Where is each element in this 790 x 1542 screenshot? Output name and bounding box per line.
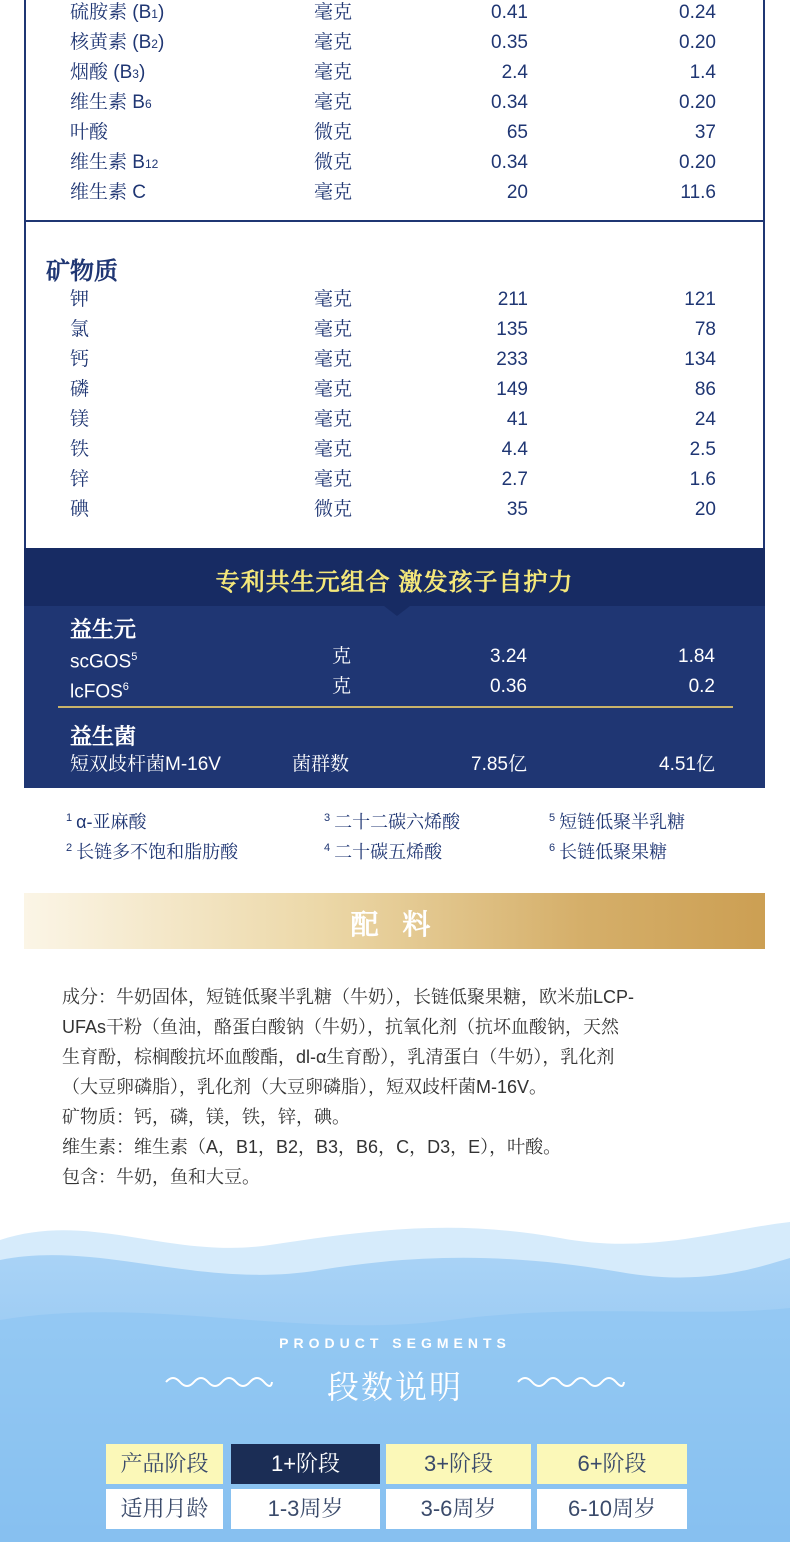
nutrient-unit: 毫克	[314, 92, 353, 113]
footnotes	[0, 808, 790, 868]
nutrient-name: 叶酸	[70, 122, 109, 143]
nutrient-name: 维生素 B12	[70, 152, 159, 173]
table-row	[70, 178, 716, 208]
value-per-serving: 24	[694, 409, 716, 430]
value-per-serving: 1.6	[689, 469, 716, 490]
probiotic-title: 益生菌	[70, 724, 137, 749]
squiggle-right-icon	[516, 1372, 626, 1392]
nutrient-unit: 克	[332, 646, 352, 667]
table-row	[70, 148, 716, 178]
nutrient-name: 维生素 C	[70, 182, 147, 203]
segment-stage-3: 3+阶段	[386, 1444, 531, 1484]
prebiotic-title: 益生元	[70, 617, 137, 642]
value-per-100g: 135	[496, 319, 528, 340]
value-per-100g: 0.35	[491, 32, 528, 53]
nutrient-unit: 毫克	[314, 379, 353, 400]
value-per-serving: 20	[694, 499, 716, 520]
value-per-100g: 211	[497, 289, 528, 310]
value-per-serving: 1.84	[678, 646, 715, 667]
nutrient-name: 钙	[70, 349, 90, 370]
value-per-100g: 4.4	[501, 439, 528, 460]
table-row	[70, 495, 716, 525]
ingredients-line: 维生素：维生素（A，B1，B2，B3，B6，C，D3，E），叶酸。	[62, 1137, 562, 1157]
nutrient-unit: 微克	[314, 122, 353, 143]
value-per-100g: 0.36	[490, 676, 527, 697]
nutrient-unit: 毫克	[314, 349, 353, 370]
nutrient-unit: 毫克	[314, 289, 353, 310]
table-row	[70, 405, 716, 435]
value-per-serving: 0.20	[679, 92, 716, 113]
nutrient-unit: 毫克	[314, 319, 353, 340]
segment-age-1: 1-3周岁	[231, 1489, 380, 1529]
footnote: $^4$ 二十碳五烯酸	[324, 842, 443, 862]
ingredients-line: 生育酚，棕榈酸抗坏血酸酯，dl-α生育酚），乳清蛋白（牛奶），乳化剂	[62, 1047, 615, 1067]
probiotic-header-title: 专利共生元组合 激发孩子自护力	[215, 569, 574, 596]
value-per-100g: 2.7	[501, 469, 528, 490]
ingredients-line: 成分：牛奶固体，短链低聚半乳糖（牛奶），长链低聚果糖，欧米茄LCP-	[62, 987, 635, 1007]
table-row	[70, 0, 716, 28]
nutrient-name: 镁	[70, 409, 90, 430]
value-per-serving: 1.4	[689, 62, 716, 83]
nutrient-name: 核黄素 (B2)	[70, 32, 165, 53]
footnote: $^3$ 二十二碳六烯酸	[324, 812, 461, 832]
nutrient-unit: 毫克	[314, 62, 353, 83]
nutrient-unit: 微克	[314, 499, 353, 520]
table-row	[70, 750, 715, 780]
value-per-serving: 11.6	[680, 182, 716, 203]
nutrient-name: 锌	[70, 469, 90, 490]
segment-age-label: 适用月龄	[106, 1489, 223, 1529]
value-per-serving: 0.20	[679, 152, 716, 173]
value-per-serving: 78	[694, 319, 716, 340]
nutrient-name: lcFOS$^6$	[70, 681, 129, 703]
value-per-100g: 65	[506, 122, 528, 143]
nutrient-unit: 克	[332, 676, 352, 697]
value-per-100g: 0.34	[491, 92, 528, 113]
header-notch	[384, 606, 410, 616]
ingredients-line: 包含：牛奶，鱼和大豆。	[62, 1167, 260, 1187]
segments-en-title: PRODUCT SEGMENTS	[279, 1335, 511, 1351]
value-per-100g: 2.4	[501, 62, 528, 83]
value-per-serving: 4.51亿	[659, 754, 715, 775]
nutrient-unit: 微克	[314, 152, 353, 173]
nutrient-unit: 毫克	[314, 439, 353, 460]
nutrient-unit: 毫克	[314, 469, 353, 490]
segment-header-label: 产品阶段	[106, 1444, 223, 1484]
probiotic-divider	[58, 706, 733, 708]
table-row	[70, 58, 716, 88]
nutrient-name: 碘	[70, 499, 90, 520]
segments-cn-title: 段数说明	[326, 1369, 463, 1405]
value-per-100g: 3.24	[490, 646, 527, 667]
value-per-serving: 86	[694, 379, 716, 400]
value-per-100g: 0.34	[491, 152, 528, 173]
nutrient-name: scGOS$^5$	[70, 651, 138, 673]
nutrient-unit: 菌群数	[292, 754, 350, 775]
table-row	[70, 88, 716, 118]
value-per-100g: 20	[506, 182, 528, 203]
squiggle-left-icon	[164, 1372, 274, 1392]
value-per-100g: 41	[506, 409, 528, 430]
footnote: $^2$ 长链多不饱和脂肪酸	[66, 842, 239, 862]
ingredients-line: （大豆卵磷脂），乳化剂（大豆卵磷脂），短双歧杆菌M-16V。	[62, 1077, 548, 1097]
probiotic-header	[24, 548, 765, 606]
segment-stage-6: 6+阶段	[537, 1444, 687, 1484]
mineral-section-title: 矿物质	[46, 258, 118, 285]
nutrient-name: 钾	[70, 289, 90, 310]
value-per-100g: 149	[496, 379, 528, 400]
nutrient-unit: 毫克	[314, 32, 353, 53]
segment-age-6: 6-10周岁	[537, 1489, 687, 1529]
table-row	[70, 345, 716, 375]
value-per-serving: 0.24	[679, 2, 716, 23]
nutrient-name: 氯	[70, 319, 90, 340]
probiotic-box	[24, 548, 765, 788]
value-per-100g: 35	[506, 499, 528, 520]
table-row	[70, 28, 716, 58]
nutrient-name: 短双歧杆菌M-16V	[70, 754, 221, 775]
ingredients-text	[62, 982, 732, 1192]
value-per-serving: 121	[684, 289, 716, 310]
value-per-serving: 134	[684, 349, 716, 370]
segment-stage-1: 1+阶段	[231, 1444, 380, 1484]
table-row	[70, 118, 716, 148]
nutrient-unit: 毫克	[314, 2, 353, 23]
table-row	[70, 672, 715, 702]
table-row	[70, 315, 716, 345]
value-per-100g: 7.85亿	[471, 754, 527, 775]
table-row	[70, 642, 715, 672]
segment-age-3: 3-6周岁	[386, 1489, 531, 1529]
value-per-serving: 0.20	[679, 32, 716, 53]
footnote: $^5$ 短链低聚半乳糖	[549, 812, 686, 832]
ingredients-title: 配 料	[350, 909, 439, 940]
value-per-serving: 0.2	[688, 676, 715, 697]
ingredients-banner	[24, 893, 765, 949]
value-per-serving: 37	[694, 122, 716, 143]
table-row	[70, 435, 716, 465]
footnote: $^1$ α-亚麻酸	[66, 812, 147, 832]
table-row	[70, 285, 716, 315]
value-per-100g: 0.41	[491, 2, 528, 23]
nutrient-name: 维生素 B6	[70, 92, 152, 113]
nutrient-unit: 毫克	[314, 409, 353, 430]
nutrient-name: 磷	[70, 379, 90, 400]
nutrient-name: 硫胺素 (B1)	[70, 2, 165, 23]
ingredients-line: UFAs干粉（鱼油，酪蛋白酸钠（牛奶），抗氧化剂（抗坏血酸钠，天然	[62, 1017, 620, 1037]
table-row	[70, 465, 716, 495]
table-row	[70, 375, 716, 405]
value-per-100g: 233	[496, 349, 528, 370]
footnote: $^6$ 长链低聚果糖	[549, 842, 668, 862]
nutrient-name: 烟酸 (B3)	[70, 62, 146, 83]
value-per-serving: 2.5	[689, 439, 716, 460]
nutrient-name: 铁	[70, 439, 90, 460]
nutrient-unit: 毫克	[314, 182, 353, 203]
ingredients-line: 矿物质：钙，磷，镁，铁，锌，碘。	[62, 1107, 350, 1127]
